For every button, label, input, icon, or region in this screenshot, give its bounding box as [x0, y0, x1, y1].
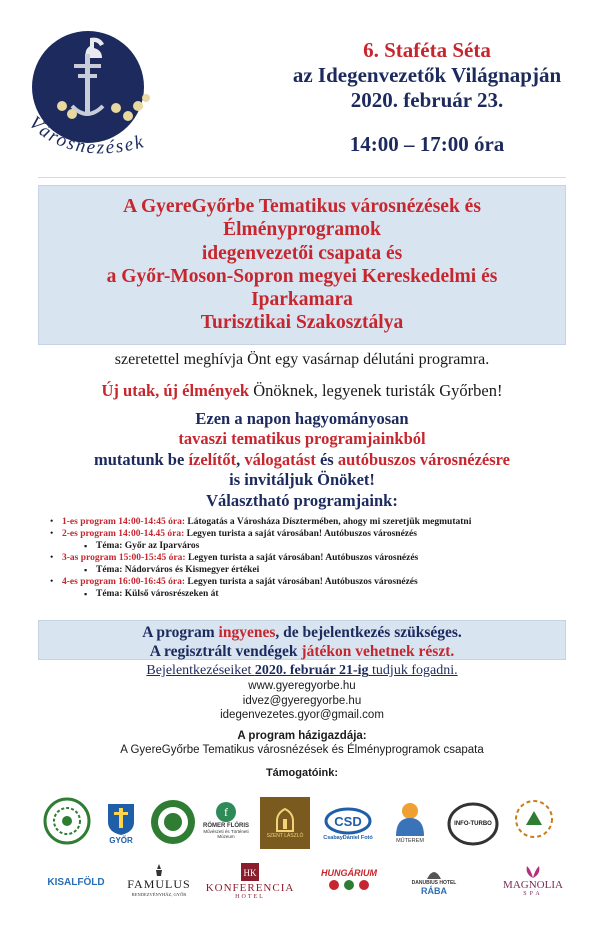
chamber-logo — [42, 796, 92, 846]
slogan-highlight: Új utak, új élmények — [101, 381, 250, 400]
slogan — [38, 381, 566, 401]
gyor-logo: GYŐR — [103, 796, 139, 850]
event-time: 14:00 – 17:00 óra — [349, 132, 505, 156]
slogan-rest: Önöknek, legyenek turisták Győrben! — [249, 381, 503, 400]
szent-laszlo-logo: SZENT LÁSZLÓ — [260, 797, 310, 849]
email-link[interactable]: idegenvezetes.gyor@gmail.com — [220, 709, 384, 721]
event-header — [268, 38, 586, 157]
intro-line: tavaszi tematikus programjainkból — [178, 429, 426, 449]
host-info — [38, 729, 566, 757]
organizer-line: idegenvezetői csapata és — [201, 242, 403, 264]
free-highlight: ingyenes — [218, 624, 276, 641]
sponsors-heading: Támogatóink: — [265, 767, 339, 779]
intro-line: Ezen a napon hagyományosan — [195, 409, 409, 428]
email-link[interactable]: idvez@gyeregyorbe.hu — [242, 694, 362, 707]
svg-text:HK: HK — [243, 868, 257, 878]
intro-line: mutatunk be ízelítőt, válogatást és autóbuszos városnézésre — [93, 449, 511, 469]
svg-text:CSD: CSD — [334, 814, 362, 829]
organizer-line: Turisztikai Szakosztálya — [200, 312, 404, 334]
info-turbo-logo: INFO-TURBO — [447, 802, 499, 846]
program-item: • 4-es program 16:00-16:45 óra: Legyen turista a saját városában! Autóbuszos városnézés — [50, 576, 570, 588]
event-title: 6. Staféta Séta — [363, 38, 491, 62]
contact-list — [38, 679, 566, 723]
program-topic: ▪ Téma: Nádorváros és Kismegyer értékei — [50, 564, 570, 576]
arrabona-logo — [512, 795, 556, 843]
intro-line: is invitáljuk Önöket! — [229, 470, 375, 490]
organizer-line: Élményprogramok — [223, 219, 381, 241]
program-list — [50, 516, 570, 600]
invitation-text: szeretettel meghívja Önt egy vasárnap délutáni programra. — [114, 351, 490, 368]
game-highlight: játékon vehetnek részt. — [301, 643, 455, 660]
logo-text: Városnézések — [24, 112, 148, 159]
free-registration-box: A program ingyenes, de bejelentkezés szükséges. A regisztrált vendégek játékon vehetnek részt. — [38, 620, 566, 660]
program-item: • 1-es program 14:00-14:45 óra: Látogatás a Városháza Dísztermében, ahogy mi szeretjük megmutatni — [50, 516, 570, 528]
program-topic: ▪ Téma: Külső városrészeken át — [50, 588, 570, 600]
svg-text:f: f — [224, 805, 228, 819]
program-item: • 2-es program 14:00-14.45 óra: Legyen turista a saját városában! Autóbuszos városnézés — [50, 528, 570, 540]
programs-heading: Választható programjaink: — [206, 490, 398, 510]
famulus-logo: FAMULUS RENDEZVÉNYHÁZ, GYŐR — [126, 858, 192, 902]
event-date: 2020. február 23. — [350, 88, 504, 112]
program-topic: ▪ Téma: Győr az Iparváros — [50, 540, 570, 552]
magnolia-spa-logo: MAGNOLIA SPA — [500, 858, 566, 904]
varosnezesek-logo — [14, 20, 164, 175]
danubius-hotel-raba-logo: DANUBIUS HOTEL RÁBA — [404, 860, 464, 904]
registration-deadline: Bejelentkezéseiket 2020. február 21-ig tudjuk fogadni. — [146, 663, 458, 678]
program-item: • 3-as program 15:00-15:45 óra: Legyen turista a saját városában! Autóbuszos városnézés — [50, 552, 570, 564]
hungarium-logo: HUNGÁRIUM — [314, 862, 384, 898]
host-heading: A program házigazdája: — [237, 730, 367, 742]
event-subtitle: az Idegenvezetők Világnapján — [292, 63, 562, 87]
program-intro — [38, 409, 566, 511]
kisalfold-logo: KISALFÖLD — [47, 876, 105, 888]
host-name: A GyereGyőrbe Tematikus városnézések és Élményprogramok csapata — [120, 744, 484, 756]
organizer-line: Iparkamara — [251, 289, 353, 311]
romer-floris-logo: f RÖMER FLÓRIS Művészeti és Történeti Múzeum — [202, 790, 250, 850]
green-seal-logo — [148, 796, 198, 848]
csabay-foto-logo: CSD CsabayDániel Fotó — [321, 802, 375, 846]
organizer-box — [38, 185, 566, 345]
website-link[interactable]: www.gyeregyorbe.hu — [248, 680, 356, 692]
muterem-logo: MŰTEREM — [385, 793, 435, 851]
organizer-line: a Győr-Moson-Sopron megyei Kereskedelmi és — [106, 265, 498, 287]
organizer-line: A GyereGyőrbe Tematikus városnézések és — [123, 196, 481, 217]
konferencia-hotel-logo: HK KONFERENCIA HOTEL — [205, 856, 295, 906]
header-divider — [38, 177, 566, 178]
